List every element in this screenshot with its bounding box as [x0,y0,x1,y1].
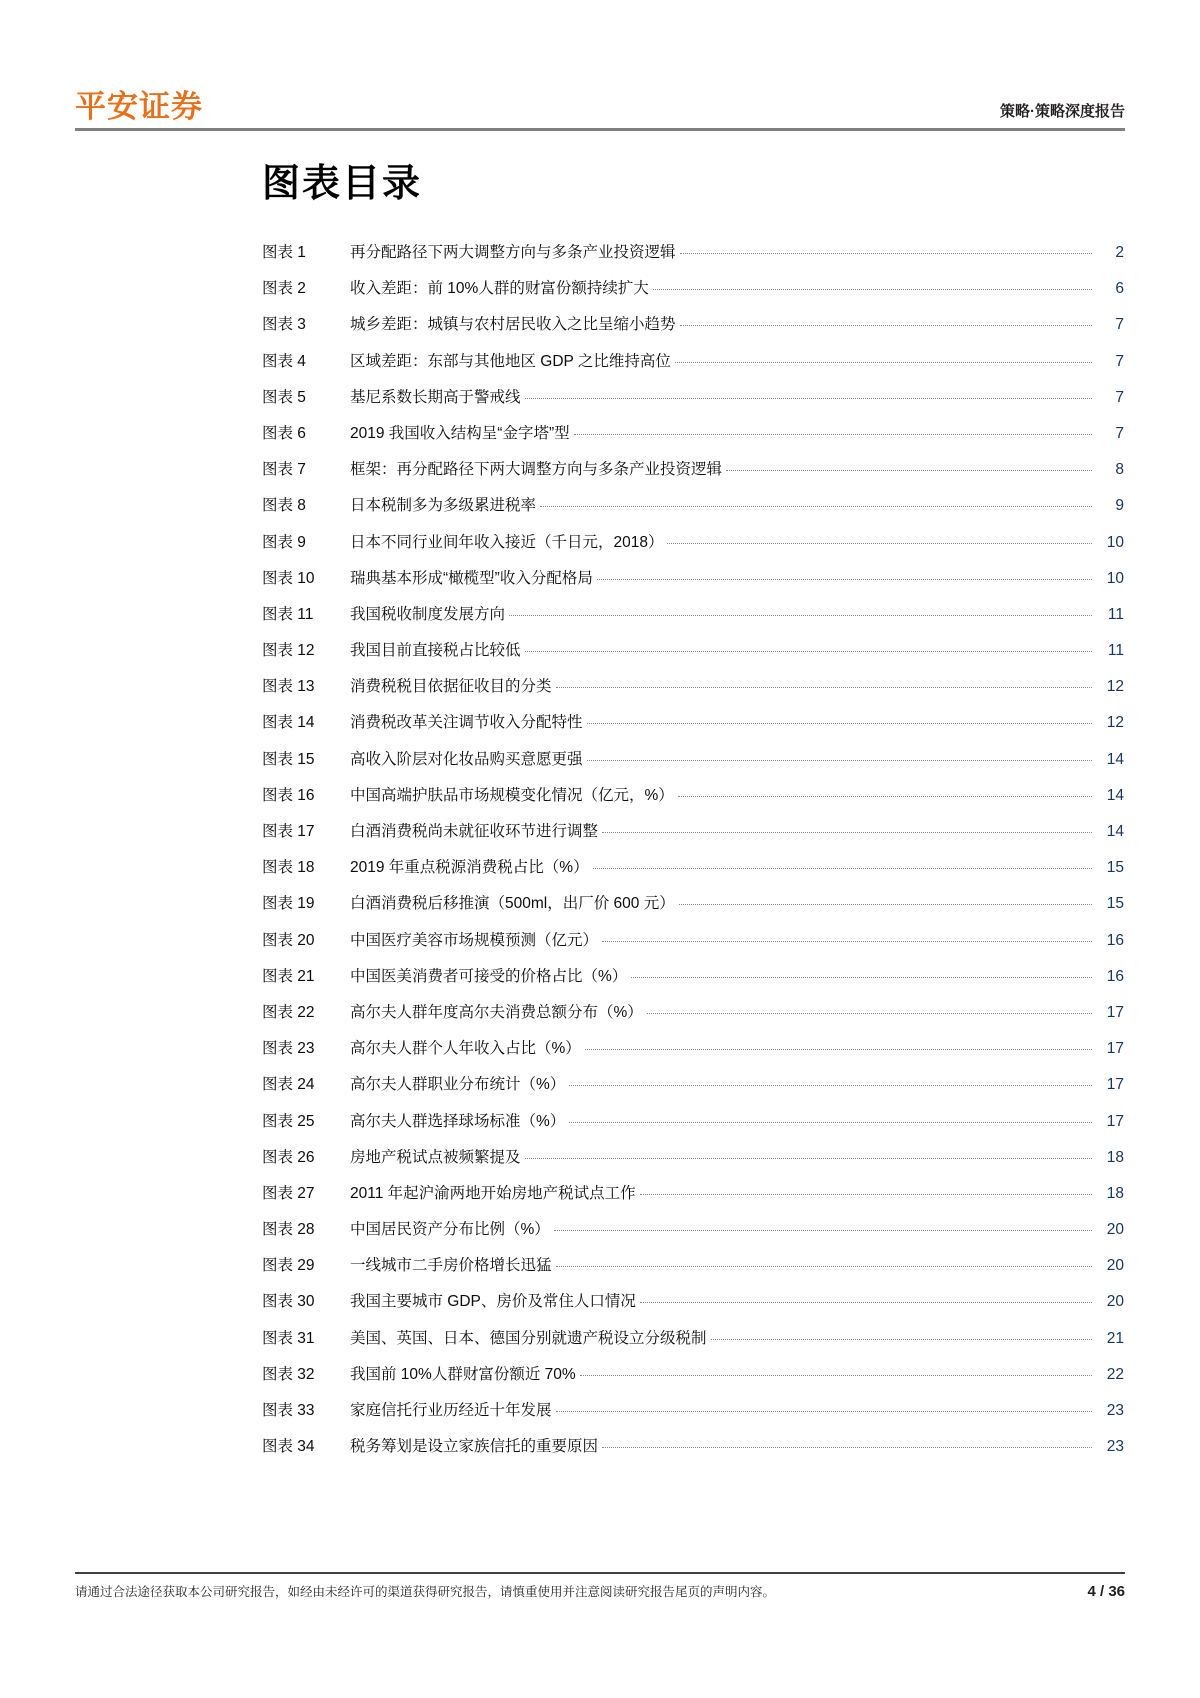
toc-entry-label: 图表 23 [262,1040,315,1058]
toc-entry-text: 高尔夫人群选择球场标准（%） [350,1112,566,1130]
toc-entry-page-number: 18 [1106,1148,1124,1166]
toc-entry-text: 再分配路径下两大调整方向与多条产业投资逻辑 [350,244,676,261]
toc-entry-page-number: 9 [1115,497,1124,515]
toc-entry-text: 2019 我国收入结构呈“金字塔”型 [350,424,570,442]
toc-entry-page-number: 15 [1106,895,1124,913]
brand-logo: 平安证券 [75,89,203,124]
toc-entry-label: 图表 15 [262,750,315,768]
toc-entry-page-number: 7 [1115,352,1124,370]
toc-leader-dots [631,977,1092,978]
toc-entry[interactable] [262,457,1124,493]
toc-entry-page-number: 10 [1106,533,1124,551]
toc-entry-page-number: 8 [1115,461,1124,479]
toc-leader-dots [525,651,1092,652]
toc-entry[interactable] [262,1289,1124,1325]
toc-entry[interactable] [262,493,1124,529]
toc-entry[interactable] [262,1326,1124,1362]
toc-entry-label: 图表 8 [262,497,306,515]
toc-leader-dots [679,904,1092,905]
toc-entry-label: 图表 14 [262,714,315,732]
toc-entry-label: 图表 19 [262,895,315,913]
toc-entry-label: 图表 24 [262,1076,315,1094]
toc-leader-dots [580,1375,1092,1376]
toc-entry-text: 城乡差距：城镇与农村居民收入之比呈缩小趋势 [350,316,676,334]
toc-entry[interactable] [262,1434,1124,1470]
toc-leader-dots [540,506,1092,507]
toc-leader-dots [640,1194,1092,1195]
toc-leader-dots [602,832,1092,833]
toc-entry-page-number: 20 [1106,1257,1124,1275]
toc-entry-text: 收入差距：前 10%人群的财富份额持续扩大 [350,280,649,298]
toc-entry-label: 图表 5 [262,388,306,406]
page-header [75,70,1125,122]
toc-entry[interactable] [262,1000,1124,1036]
toc-entry-page-number: 7 [1115,316,1124,334]
toc-entry-page-number: 2 [1115,244,1124,261]
toc-entry[interactable] [262,783,1124,819]
toc-entry-label: 图表 6 [262,424,306,442]
toc-leader-dots [602,941,1092,942]
toc-leader-dots [640,1302,1092,1303]
toc-entry-text: 消费税税目依据征收目的分类 [350,678,552,696]
toc-entry-text: 中国医美消费者可接受的价格占比（%） [350,967,628,985]
toc-entry-label: 图表 27 [262,1184,315,1202]
toc-leader-dots [509,615,1092,616]
toc-entry[interactable] [262,1253,1124,1289]
toc-leader-dots [556,1266,1092,1267]
toc-leader-dots [726,470,1092,471]
toc-leader-dots [675,362,1092,363]
toc-entry-page-number: 7 [1115,424,1124,442]
toc-entry[interactable] [262,312,1124,348]
toc-entry-page-number: 17 [1106,1076,1124,1094]
toc-leader-dots [574,434,1092,435]
toc-entry-label: 图表 7 [262,461,306,479]
toc-entry-label: 图表 16 [262,786,315,804]
toc-entry[interactable] [262,276,1124,312]
toc-entry[interactable] [262,1217,1124,1253]
toc-leader-dots [647,1013,1092,1014]
toc-entry[interactable] [262,1145,1124,1181]
toc-entry-page-number: 17 [1106,1112,1124,1130]
toc-entry[interactable] [262,385,1124,421]
toc-entry-page-number: 17 [1106,1003,1124,1021]
toc-entry-text: 一线城市二手房价格增长迅猛 [350,1257,552,1275]
toc-entry-page-number: 14 [1106,750,1124,768]
toc-entry-text: 美国、英国、日本、德国分别就遗产税设立分级税制 [350,1329,707,1347]
toc-entry-label: 图表 13 [262,678,315,696]
toc-entry[interactable] [262,1072,1124,1108]
toc-entry-text: 我国税收制度发展方向 [350,605,506,623]
toc-leader-dots [678,796,1092,797]
toc-entry-label: 图表 28 [262,1221,315,1239]
toc-entry-label: 图表 26 [262,1148,315,1166]
toc-entry[interactable] [262,1109,1124,1145]
toc-entry-label: 图表 33 [262,1402,315,1419]
toc-entry[interactable] [262,1036,1124,1072]
toc-entry-label: 图表 1 [262,244,306,261]
toc-entry-text: 高尔夫人群职业分布统计（%） [350,1076,566,1094]
figure-contents-list [262,240,1124,1470]
toc-entry-page-number: 12 [1106,678,1124,696]
toc-entry-label: 图表 20 [262,931,315,949]
toc-leader-dots [602,1447,1092,1448]
toc-entry-page-number: 11 [1107,642,1124,660]
toc-entry-label: 图表 12 [262,642,315,660]
header-divider [75,128,1125,131]
report-category-label: 策略·策略深度报告 [1000,103,1125,120]
toc-entry-text: 税务筹划是设立家族信托的重要原因 [350,1438,599,1456]
toc-entry[interactable] [262,421,1124,457]
toc-entry-page-number: 7 [1115,388,1124,406]
toc-entry-text: 白酒消费税后移推演（500ml，出厂价 600 元） [350,895,675,913]
toc-entry[interactable] [262,1181,1124,1217]
toc-entry-page-number: 15 [1106,859,1124,877]
toc-entry-text: 我国目前直接税占比较低 [350,642,521,660]
toc-entry-text: 高尔夫人群年度高尔夫消费总额分布（%） [350,1003,643,1021]
toc-entry-text: 日本不同行业间年收入接近（千日元，2018） [350,533,664,551]
toc-leader-dots [593,868,1092,869]
toc-entry-text: 中国居民资产分布比例（%） [350,1221,550,1239]
toc-entry-label: 图表 34 [262,1438,315,1456]
toc-entry-text: 消费税改革关注调节收入分配特性 [350,714,583,732]
toc-entry[interactable] [262,530,1124,566]
toc-entry-page-number: 23 [1106,1438,1124,1456]
toc-entry-page-number: 23 [1106,1402,1124,1419]
toc-entry[interactable] [262,349,1124,385]
toc-entry-page-number: 11 [1107,605,1124,623]
toc-leader-dots [525,398,1092,399]
toc-entry-page-number: 17 [1106,1040,1124,1058]
toc-entry[interactable] [262,891,1124,927]
toc-entry-label: 图表 30 [262,1293,315,1311]
toc-entry-page-number: 18 [1106,1184,1124,1202]
toc-entry-text: 瑞典基本形成“橄榄型”收入分配格局 [350,569,593,587]
toc-entry-text: 日本税制多为多级累进税率 [350,497,537,515]
toc-entry-text: 区域差距：东部与其他地区 GDP 之比维持高位 [350,352,671,370]
toc-leader-dots [554,1230,1092,1231]
toc-leader-dots [680,253,1092,254]
toc-entry[interactable] [262,240,1124,276]
toc-leader-dots [585,1049,1092,1050]
toc-leader-dots [569,1122,1092,1123]
toc-entry-text: 基尼系数长期高于警戒线 [350,388,521,406]
toc-entry-page-number: 6 [1115,280,1124,298]
toc-entry[interactable] [262,819,1124,855]
toc-entry-label: 图表 11 [262,605,314,623]
toc-leader-dots [653,289,1092,290]
toc-entry-page-number: 16 [1106,931,1124,949]
toc-leader-dots [711,1339,1092,1340]
toc-entry-page-number: 20 [1106,1221,1124,1239]
toc-entry-label: 图表 18 [262,859,315,877]
toc-leader-dots [667,543,1092,544]
toc-entry-label: 图表 21 [262,967,315,985]
toc-entry[interactable] [262,638,1124,674]
toc-entry-page-number: 21 [1106,1329,1124,1347]
toc-entry-label: 图表 17 [262,823,315,840]
toc-leader-dots [587,723,1092,724]
toc-entry-label: 图表 3 [262,316,306,334]
toc-entry-page-number: 20 [1106,1293,1124,1311]
toc-entry-text: 高尔夫人群个人年收入占比（%） [350,1040,581,1058]
footer-disclaimer: 请通过合法途径获取本公司研究报告，如经由未经许可的渠道获得研究报告，请慎重使用并注意阅读研究报告尾页的声明内容。 [75,1585,776,1599]
toc-entry[interactable] [262,855,1124,891]
toc-entry-text: 家庭信托行业历经近十年发展 [350,1402,552,1419]
toc-entry-label: 图表 2 [262,280,306,298]
toc-entry[interactable] [262,964,1124,1000]
toc-entry[interactable] [262,1362,1124,1398]
toc-entry-page-number: 12 [1106,714,1124,732]
toc-entry-text: 我国主要城市 GDP、房价及常住人口情况 [350,1293,636,1311]
toc-entry[interactable] [262,566,1124,602]
toc-leader-dots [680,325,1092,326]
toc-leader-dots [597,579,1092,580]
toc-entry-label: 图表 29 [262,1257,315,1275]
toc-entry-text: 我国前 10%人群财富份额近 70% [350,1365,576,1383]
toc-leader-dots [587,760,1092,761]
toc-entry[interactable] [262,1398,1124,1434]
footer-page-indicator: 4 / 36 [1087,1583,1125,1600]
toc-entry-label: 图表 22 [262,1003,315,1021]
toc-entry[interactable] [262,747,1124,783]
toc-leader-dots [556,1411,1092,1412]
toc-entry-page-number: 14 [1106,823,1124,840]
toc-entry-page-number: 22 [1106,1365,1124,1383]
toc-entry-label: 图表 31 [262,1329,315,1347]
toc-entry[interactable] [262,674,1124,710]
toc-entry-label: 图表 25 [262,1112,315,1130]
toc-entry-label: 图表 10 [262,569,315,587]
toc-entry-text: 中国高端护肤品市场规模变化情况（亿元，%） [350,786,674,804]
toc-entry-text: 中国医疗美容市场规模预测（亿元） [350,931,599,949]
toc-entry-text: 2011 年起沪渝两地开始房地产税试点工作 [350,1184,636,1202]
toc-entry[interactable] [262,710,1124,746]
toc-entry[interactable] [262,602,1124,638]
toc-entry[interactable] [262,928,1124,964]
toc-entry-page-number: 10 [1106,569,1124,587]
toc-entry-text: 高收入阶层对化妆品购买意愿更强 [350,750,583,768]
toc-entry-text: 房地产税试点被频繁提及 [350,1148,521,1166]
page-title: 图表目录 [262,163,423,205]
toc-entry-page-number: 14 [1106,786,1124,804]
page-footer [75,1582,1125,1600]
footer-divider [75,1572,1125,1574]
toc-entry-label: 图表 9 [262,533,306,551]
toc-entry-text: 2019 年重点税源消费税占比（%） [350,859,589,877]
toc-entry-text: 框架：再分配路径下两大调整方向与多条产业投资逻辑 [350,461,723,479]
toc-entry-text: 白酒消费税尚未就征收环节进行调整 [350,823,599,840]
toc-entry-label: 图表 32 [262,1365,315,1383]
toc-leader-dots [556,687,1092,688]
toc-leader-dots [569,1085,1092,1086]
toc-entry-page-number: 16 [1106,967,1124,985]
toc-entry-label: 图表 4 [262,352,306,370]
toc-leader-dots [525,1158,1092,1159]
